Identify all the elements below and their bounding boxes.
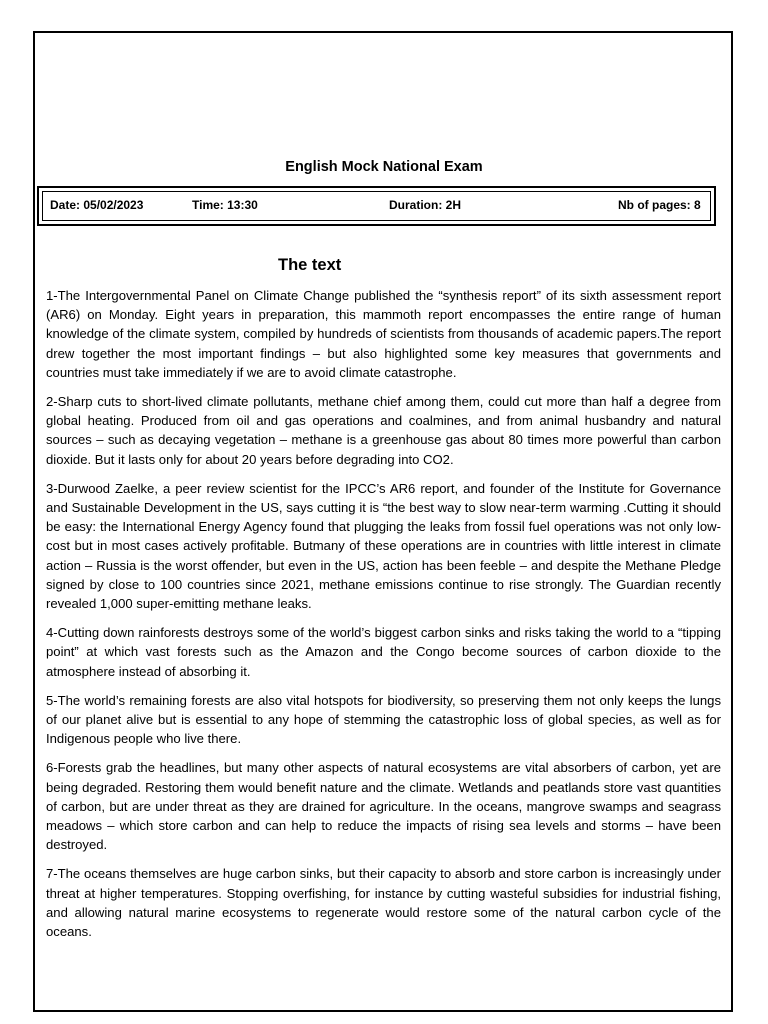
paragraph-3: 3-Durwood Zaelke, a peer review scientist for the IPCC’s AR6 report, and founder of the Institute for Governance and Sustainable Development in the US, says cutting it is “the best way to slow near-term warming .Cutting it should be easy: the International Energy Agency found that plugging the leaks from fossil fuel operations was not only low-cost but in most cases actively profitable. Butmany of these operations are in countries with little interest in climate action – Russia is the worst offender, but even in the US, action has been feeble – and despite the Methane Pledge signed by close to 100 countries since 2021, methane emissions continue to rise strongly. The Guardian recently revealed 1,000 super-emitting methane leaks.: [46, 480, 721, 612]
text-body: [46, 286, 721, 951]
exam-title: English Mock National Exam: [285, 159, 483, 175]
paragraph-6: 6-Forests grab the headlines, but many other aspects of natural ecosystems are vital absorbers of carbon, yet are being degraded. Restoring them would benefit nature and the climate. Wetlands and peatlands store vast quantities of carbon, but are under threat as they are drained for agriculture. In the oceans, mangrove swamps and seagrass meadows – which store carbon and can help to reduce the impacts of rising sea levels and storms – have been destroyed.: [46, 760, 721, 853]
exam-time: Time: 13:30: [192, 198, 258, 212]
paragraph-1: 1-The Intergovernmental Panel on Climate Change published the “synthesis report” of its sixth assessment report (AR6) on Monday. Eight years in preparation, this mammoth report encompasses the entire range of human knowledge of the climate system, compiled by hundreds of scientists from thousands of academic papers.The report drew together the most important findings – but also highlighted some key measures that governments and countries must take immediately if we are to avoid climate catastrophe.: [46, 288, 721, 380]
paragraph-7: 7-The oceans themselves are huge carbon sinks, but their capacity to absorb and store carbon is increasingly under threat at higher temperatures. Stopping overfishing, for instance by cutting wasteful subsidies for industrial fishing, and allowing natural marine ecosystems to regenerate would restore some of the natural carbon cycle of the oceans.: [46, 866, 721, 940]
paragraph-5: 5-The world’s remaining forests are also vital hotspots for biodiversity, so preserving them not only keeps the lungs of our planet alive but is essential to any hope of stemming the catastrophic loss of global species, as well as for Indigenous people who live there.: [46, 692, 721, 747]
paragraph-2: 2-Sharp cuts to short-lived climate pollutants, methane chief among them, could cut more than half a degree from global heating. Produced from oil and gas operations and coalmines, and from animal husbandry and natural sources – such as decaying vegetation – methane is a greenhouse gas about 80 times more powerful than carbon dioxide. But it lasts only for about 20 years before degrading into CO2.: [46, 394, 721, 467]
exam-page-count: Nb of pages: 8: [618, 198, 701, 212]
exam-date: Date: 05/02/2023: [50, 198, 144, 212]
exam-info-box-inner: [42, 191, 711, 221]
paragraph-4: 4-Cutting down rainforests destroys some of the world’s biggest carbon sinks and risks taking the world to a “tipping point” at which vast forests such as the Amazon and the Congo become sources of carbon dioxide to the atmosphere instead of absorbing it.: [46, 625, 721, 679]
exam-info-box: [37, 186, 716, 226]
text-section-heading: The text: [278, 256, 342, 274]
exam-duration: Duration: 2H: [389, 198, 461, 212]
